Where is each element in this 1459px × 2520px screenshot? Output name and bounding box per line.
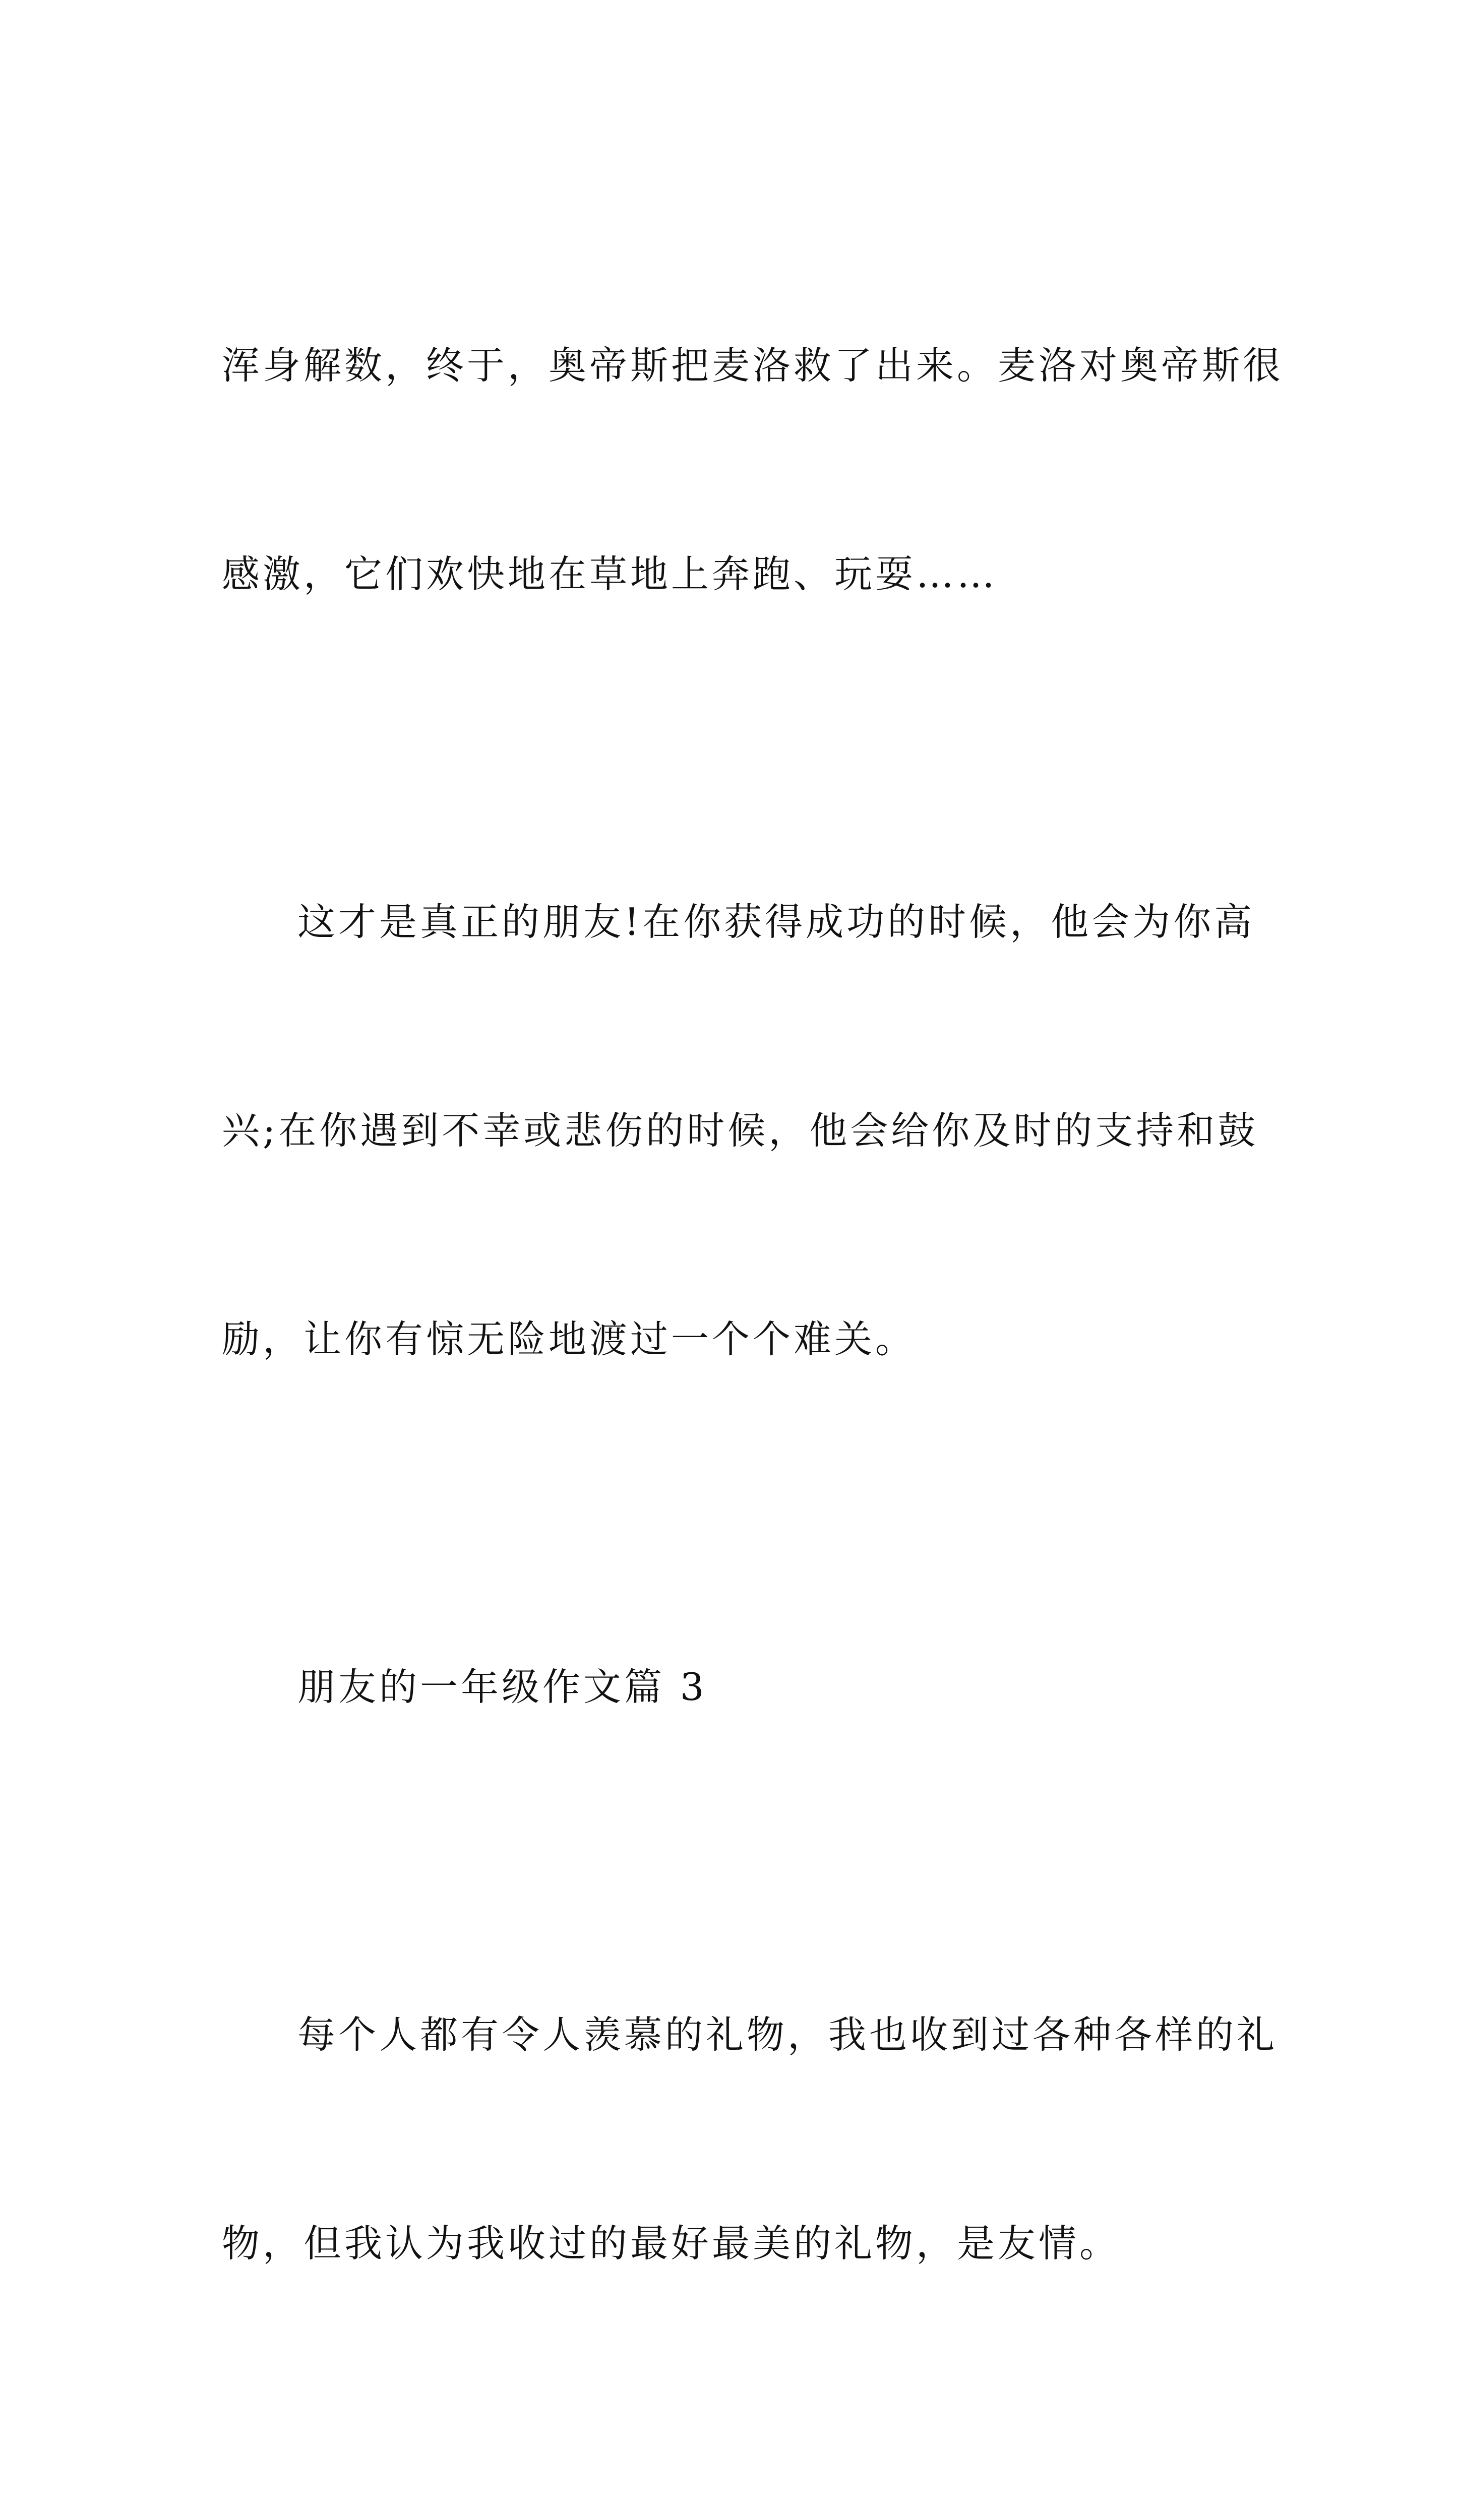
document-body <box>222 192 1284 2520</box>
paragraph <box>222 192 1284 748</box>
heading-text: 朋友的一年级作文篇 3 <box>297 1665 707 1709</box>
text-line: 这才是真正的朋友!在你获得成功的时候，他会为你高 <box>297 900 1255 944</box>
paragraph <box>222 1861 1278 2417</box>
text-line: 感激，它们欢快地在草地上奔跑、玩耍…… <box>222 552 998 596</box>
paragraph <box>222 2417 1250 2520</box>
paragraph <box>222 748 1259 1513</box>
text-line: 兴;在你遇到不幸或悲伤的时候，他会给你及时的支持和鼓 <box>222 1108 1259 1153</box>
text-line: 物，但我认为我收过的最好最美的礼物，是友情。 <box>222 2221 1121 2265</box>
text-line: 每个人都有令人羡慕的礼物，我也收到过各种各样的礼 <box>297 2012 1278 2057</box>
section-heading <box>222 1513 1250 1861</box>
text-line: 励，让你有惊无险地渡过一个个难关。 <box>222 1317 917 1361</box>
text-line: 浑身解数，终于，奥帝斯把麦洛救了出来。麦洛对奥帝斯很 <box>222 343 1284 388</box>
